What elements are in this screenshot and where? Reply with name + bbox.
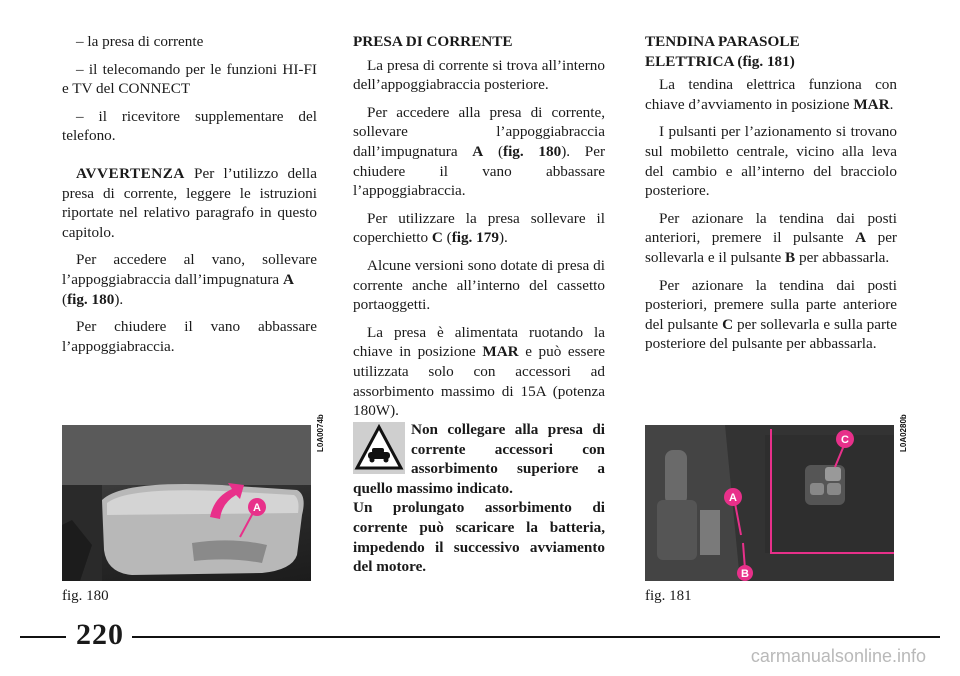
section-heading-tendina	[645, 32, 897, 71]
warning-word: AVVERTENZA	[76, 164, 185, 182]
footer-rule-right	[132, 636, 940, 638]
warning-paragraph	[62, 164, 317, 242]
figure-180-photo	[62, 425, 311, 581]
console-illustration	[645, 425, 894, 581]
letter-b: B	[785, 248, 796, 266]
figure-caption-181: fig. 181	[645, 588, 692, 604]
text: Per utilizzare la presa sollevare il coperchietto	[353, 209, 605, 247]
callout-a-fig181: A	[729, 492, 737, 504]
warning-text-2: Un prolungato assorbimento di corrente può scaricare la batteria, impedendo il successivo avviamento del motore.	[353, 499, 605, 576]
paragraph: I pulsanti per l’azionamento si trovano sul mobiletto centrale, vicino alla leva del cambio e all’interno del bracciolo posteriore.	[645, 123, 897, 200]
access-paragraph: Per accedere al vano, sollevare l’appoggiabraccia dall’impugnatura A (fig. 180).	[62, 251, 317, 308]
footer-rule-left	[20, 636, 66, 638]
warning-triangle-icon	[353, 422, 405, 474]
warning-text: Per l’utilizzo della presa di corrente, leggere le istruzioni riportate nel relativo paragrafo in questo capitolo.	[62, 164, 317, 241]
close-paragraph: Per chiudere il vano abbassare l’appoggiabraccia.	[62, 318, 317, 355]
column-3	[645, 32, 897, 362]
letter-c: C	[431, 229, 443, 247]
figure-code-180: L0A0074b	[316, 414, 325, 452]
fig-ref: fig. 180	[503, 142, 562, 160]
list-item: – il ricevitore supplementare del telefono.	[62, 107, 317, 145]
letter-a: A	[472, 142, 484, 160]
watermark: carmanualsonline.info	[750, 646, 926, 666]
column-2	[353, 32, 605, 429]
paragraph: La presa di corrente si trova all’interno dell’appoggiabraccia posteriore.	[353, 56, 605, 94]
paragraph: Per accedere alla presa di corrente, sollevare l’appoggiabraccia dall’impugnatura A (fig. 180). Per chiudere il vano abbassare l’appoggiabraccia.	[353, 103, 605, 200]
list-item: – il telecomando per le funzioni HI-FI e TV del CONNECT	[62, 60, 317, 98]
text: Per azionare la tendina dai posti anteriori, premere il pulsante	[645, 209, 897, 247]
fig-ref: fig. 181	[742, 52, 790, 70]
callout-c-fig181: C	[841, 434, 849, 446]
access-text: Per accedere al vano, sollevare l’appoggiabraccia dall’impugnatura	[62, 251, 317, 288]
paragraph: Alcune versioni sono dotate di presa di corrente anche all’interno del cassetto portaoggetti.	[353, 256, 605, 314]
text: . Per chiudere il vano abbassare l’appoggiabraccia.	[353, 142, 605, 200]
heading-line: )	[789, 52, 795, 70]
section-heading-presa: PRESA DI CORRENTE	[353, 33, 513, 50]
text: per abbassarla.	[795, 248, 890, 266]
paragraph: La tendina elettrica funziona con chiave d’avviamento in posizione MAR.	[645, 76, 897, 113]
paragraph	[645, 209, 897, 268]
callout-b-fig181: B	[741, 568, 749, 580]
fig-ref: fig. 180	[67, 290, 115, 308]
figure-181-photo	[645, 425, 894, 581]
heading-line: ELETTRICA (	[645, 52, 743, 70]
text: Per accedere alla presa di corrente, sollevare l’appoggiabraccia dall’impugnatura	[353, 103, 605, 160]
armrest-illustration	[62, 425, 311, 581]
paragraph	[353, 323, 605, 421]
text: e può essere utilizzata solo con accessori ad assorbimento massimo di 15A (potenza 180W).	[353, 343, 605, 420]
page-number: 220	[76, 618, 124, 651]
warning-box	[353, 420, 605, 577]
text: Per azionare la tendina dai posti posteriori, premere sulla parte anteriore del pulsante	[645, 276, 897, 333]
text: La presa è alimentata ruotando la chiave in posizione	[353, 323, 605, 361]
callout-a-fig180: A	[253, 502, 261, 514]
list-item: – la presa di corrente	[76, 33, 204, 50]
letter-c: C	[722, 315, 734, 333]
warning-text-1: Non collegare alla presa di corrente accessori con assorbimento superiore a quello massimo indicato.	[353, 421, 605, 497]
key-mar: MAR	[853, 95, 890, 113]
fig-ref: fig. 179	[451, 229, 499, 247]
column-1	[62, 32, 317, 364]
heading-line: TENDINA PARASOLE	[645, 33, 800, 50]
paragraph	[645, 276, 897, 354]
letter-a: A	[282, 270, 294, 288]
paragraph: Per utilizzare la presa sollevare il coperchietto C (fig. 179).	[353, 209, 605, 247]
letter-a: A	[855, 229, 867, 247]
text: per sollevarla e il pulsante	[645, 229, 897, 266]
text: La tendina elettrica funziona con chiave d’avviamento in posizione	[645, 76, 897, 113]
text: per sollevarla e sulla parte posteriore del pulsante per abbassarla.	[645, 315, 897, 353]
figure-caption-180: fig. 180	[62, 588, 109, 604]
key-mar: MAR	[482, 343, 519, 361]
figure-code-181: L0A0280b	[899, 414, 908, 452]
